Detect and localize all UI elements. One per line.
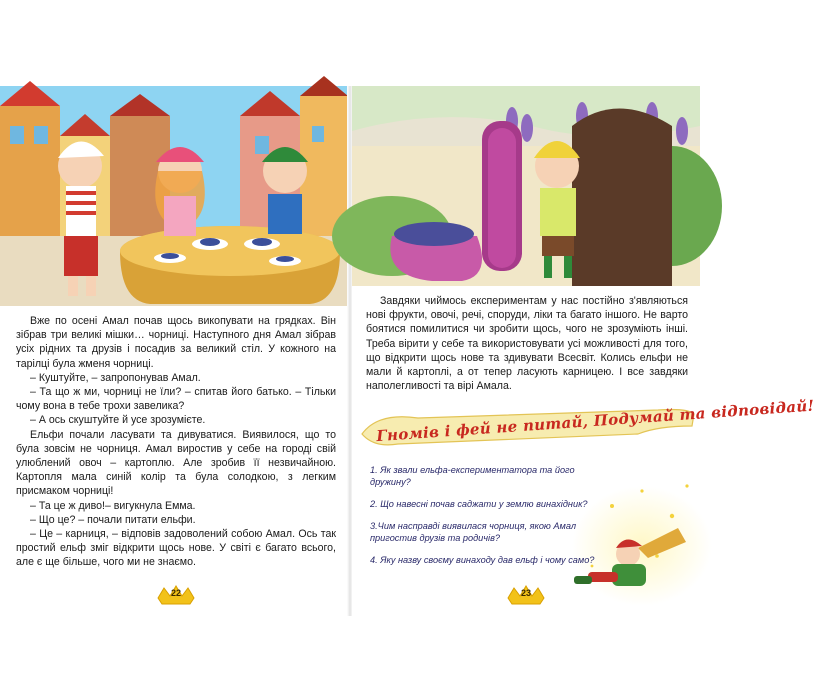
paragraph: Ельфи почали ласувати та дивуватися. Виявилося, що то була зовсім не чорниця. Амал виростив у себе на городі свій улюблений овоч – картоплю. Але зробив її незвичайною. Картопля мала синій колір та була солодкою, з легким присмаком чорниці!: [16, 428, 336, 498]
paragraph: Вже по осені Амал почав щось викопувати на грядках. Він зібрав три великі мішки… чорниці. Наступного дня Амал зібрав усіх рідних та друзів і посадив за великий стіл. У кожного на тарілці була жменя чорниці.: [16, 315, 336, 370]
book-spread: [0, 86, 815, 616]
question-banner: [358, 396, 815, 450]
flying-elf-with-horn-illustration: [568, 518, 698, 608]
question-item: 1. Як звали ельфа-експериментатора та його дружину?: [370, 465, 575, 487]
left-page: [0, 86, 348, 616]
page-number: 23: [520, 588, 531, 598]
banner-title: Гномів і фей не питай, Подумай та відповідай!: [375, 396, 815, 446]
paragraph: – Та це ж диво!– вигукнула Емма.: [30, 499, 196, 512]
question-item: 2. Що навесні почав саджати у землю винахідник?: [370, 499, 588, 509]
page-number-badge: [506, 584, 546, 606]
right-illustration-elf-at-doorway: [352, 86, 700, 286]
page-number-badge: [156, 584, 196, 606]
paragraph: Завдяки чиймось експериментам у нас постійно з'являються нові фрукти, овочі, речі, споруди, ліки та багато іншого. Не варто боятися помилитися чи зробити щось, чого не зрозуміють інші. Треба вірити у себе та використовувати усі можливості для того, що відкрити щось нове та здивувати Всесвіт. Колись ельфи не мали й картоплі, а от тепер ласують карницею. І все завдяки наполегливості та вірі Амала.: [366, 295, 688, 393]
right-page: [352, 86, 815, 616]
page-number: 22: [170, 588, 181, 598]
paragraph: – Та що ж ми, чорниці не їли? – спитав його батько. – Тільки чому вона в тебе трохи завелика?: [16, 386, 336, 413]
paragraph: – Куштуйте, – запропонував Амал.: [30, 371, 201, 384]
paragraph: – А ось скуштуйте й усе зрозумієте.: [30, 414, 206, 427]
left-illustration-elves-at-table: [0, 86, 348, 306]
right-page-text: [366, 294, 688, 393]
paragraph: – Що це? – почали питати ельфи.: [30, 513, 196, 526]
paragraph: – Це – карниця, – відповів задоволений собою Амал. Ось так простий ельф зміг відкрити щось нове. У світі є багато всього, але є ще більше, чого ми не знаємо.: [16, 528, 336, 569]
left-page-text: [16, 314, 336, 570]
question-item: 3.Чим насправді виявилася чорниця, якою Амал пригостив друзів та родичів?: [370, 521, 577, 543]
question-item: 4. Яку назву своєму винаходу дав ельф і чому само?: [370, 555, 595, 565]
